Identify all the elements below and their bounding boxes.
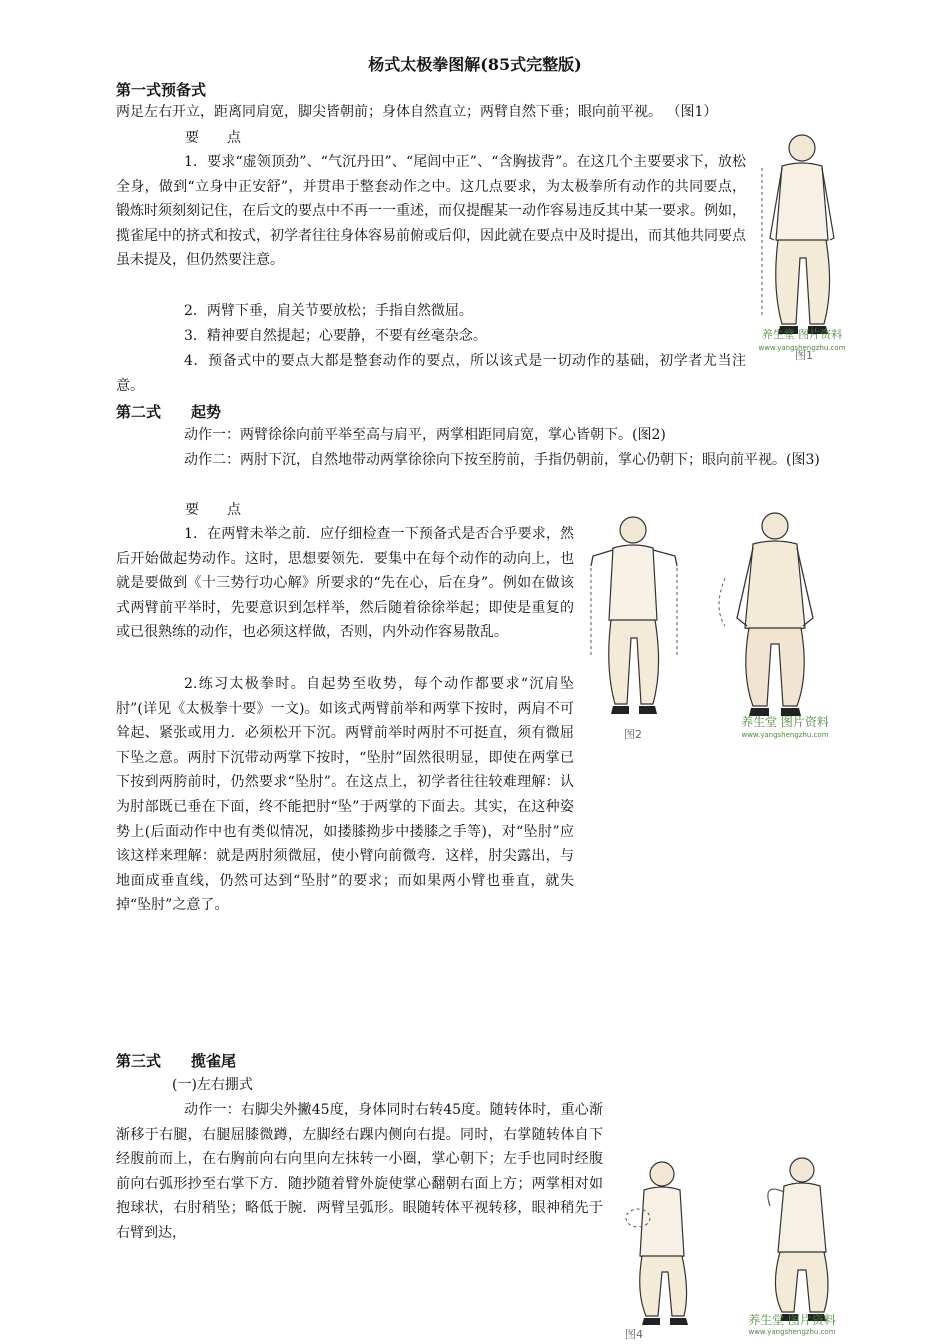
section-1-point-2: 2．两臂下垂，肩关节要放松；手指自然微屈。	[184, 303, 473, 319]
figure-3-watermark-url: www.yangshengzhu.com	[741, 731, 829, 739]
figure-2-person	[591, 517, 677, 714]
figures-2-3-illustration	[585, 508, 850, 740]
figure-1	[752, 128, 852, 360]
section-3-heading: 第三式 揽雀尾	[116, 1052, 237, 1070]
section-2-key-points-label: 要 点	[185, 502, 241, 518]
figure-1-illustration	[752, 128, 852, 360]
section-3-action-1: 动作一：右脚尖外撇45度，身体同时右转45度。随转体时，重心渐渐移于右腿，右腿屈膝微蹲，左脚经右踝内侧向右提。同时，右掌随转体自下经腹前而上，在右胸前向右向里向左抹转一小圈，掌心朝下；左手也同时经腹前向右弧形抄至右掌下方．随抄随着臂外旋使掌心翻朝右面上方；两掌相对如抱球状，右肘稍坠；略低于腕．两臂呈弧形。眼随转体平视转移，眼神稍先于右臂到达，	[116, 1102, 603, 1241]
section-2-action-2: 动作二：两肘下沉，自然地带动两掌徐徐向下按至胯前，手指仍朝前，掌心仍朝下；眼向前平视。(图3)	[184, 452, 820, 468]
figure-1-watermark: 养生堂 图片资料	[761, 328, 843, 341]
section-1-point-1: 1．要求“虚领顶劲”、“气沉丹田”、“尾闾中正”、“含胸拔背”。在这几个主要要求下，放松全身，做到“立身中正安舒”，并贯串于整套动作之中。这几点要求，为太极拳所有动作的共同要点，锻炼时须刻刻记住，在后文的要点中不再一一重述，而仅提醒某一动作容易违反其中某一要求。例如，揽雀尾中的挤式和按式，初学者往往身体容易前俯或后仰，因此就在要点中及时提出，而其他共同要点虽未提及，但仍然要注意。	[116, 154, 746, 269]
figure-3-person	[719, 513, 813, 716]
section-1-point-4: 4．预备式中的要点大都是整套动作的要点，所以该式是一切动作的基础，初学者尤当注意。	[116, 353, 746, 394]
figure-4-illustration	[612, 1152, 852, 1340]
figure-4	[612, 1152, 852, 1340]
section-1-intro: 两足左右开立，距离同肩宽，脚尖皆朝前；身体自然直立；两臂自然下垂；眼向前平视。 （图1）	[116, 104, 718, 120]
section-2-heading: 第二式 起势	[116, 403, 222, 421]
section-1-key-points-label: 要 点	[185, 130, 241, 146]
section-2-action-1: 动作一：两臂徐徐向前平举至高与肩平，两掌相距同肩宽，掌心皆朝下。(图2)	[184, 427, 666, 443]
figure-2-caption: 图2	[624, 728, 642, 741]
page-title: 杨式太极拳图解(85式完整版)	[368, 55, 582, 74]
section-1-heading: 第一式预备式	[116, 81, 207, 99]
figure-3-watermark: 养生堂 图片资料	[741, 715, 829, 729]
figure-4-person-left	[626, 1162, 688, 1325]
section-2-point-1: 1．在两臂未举之前．应仔细检查一下预备式是否合乎要求，然后开始做起势动作。这时，思想要领先．要集中在每个动作的动向上，也就是要做到《十三势行功心解》所要求的“先在心，后在身”。例如在做该式两臂前平举时，先要意识到怎样举，然后随着徐徐举起；即使是重复的或已很熟练的动作，也必须这样做，否则，内外动作容易散乱。	[116, 526, 574, 641]
section-2-point-2-part: 2.练习太极拳时。自起势至收势，每个动作都要求“沉肩坠肘”(详见《太极拳十要》一文)。如该式两臂前举和两掌下按时，两肩不可耸起、紧张或用力．必须松开下沉。两臂前举时两肘不可挺直，须有微屈下坠之意。两肘下沉带动两掌下按时，“坠肘”固然很明显，即使在两掌已下按到两胯前时，仍然要求“坠肘”。在这点上，初学者往往较难理解：认为肘部既已垂在下面，终不能把肘“坠”于两掌的下面去。其实，在这种姿势上(后面动作中也有类似情况，如搂膝拗步中搂膝之手等)，对“坠肘”应该这样来理解：就是两肘须微屈，使小臂向前微弯．这样，肘尖露出，与地面成垂直线，仍然可达到“坠肘”的要求；而如果两小臂也垂直，就失掉“坠肘”之意了。	[116, 676, 574, 914]
figures-2-3	[585, 508, 850, 740]
figure-4-watermark-url: www.yangshengzhu.com	[748, 1328, 836, 1336]
section-1-point-3: 3．精神要自然提起；心要静，不要有丝毫杂念。	[184, 328, 487, 344]
figure-1-watermark-url: www.yangshengzhu.com	[758, 344, 846, 352]
figure-1-caption: 图1	[795, 349, 813, 362]
figure-4-person-right	[768, 1158, 828, 1321]
figure-4-caption: 图4	[625, 1328, 643, 1341]
section-3-subheading: (一)左右掤式	[172, 1077, 253, 1093]
figure-4-watermark: 养生堂 图片资料	[748, 1313, 836, 1327]
